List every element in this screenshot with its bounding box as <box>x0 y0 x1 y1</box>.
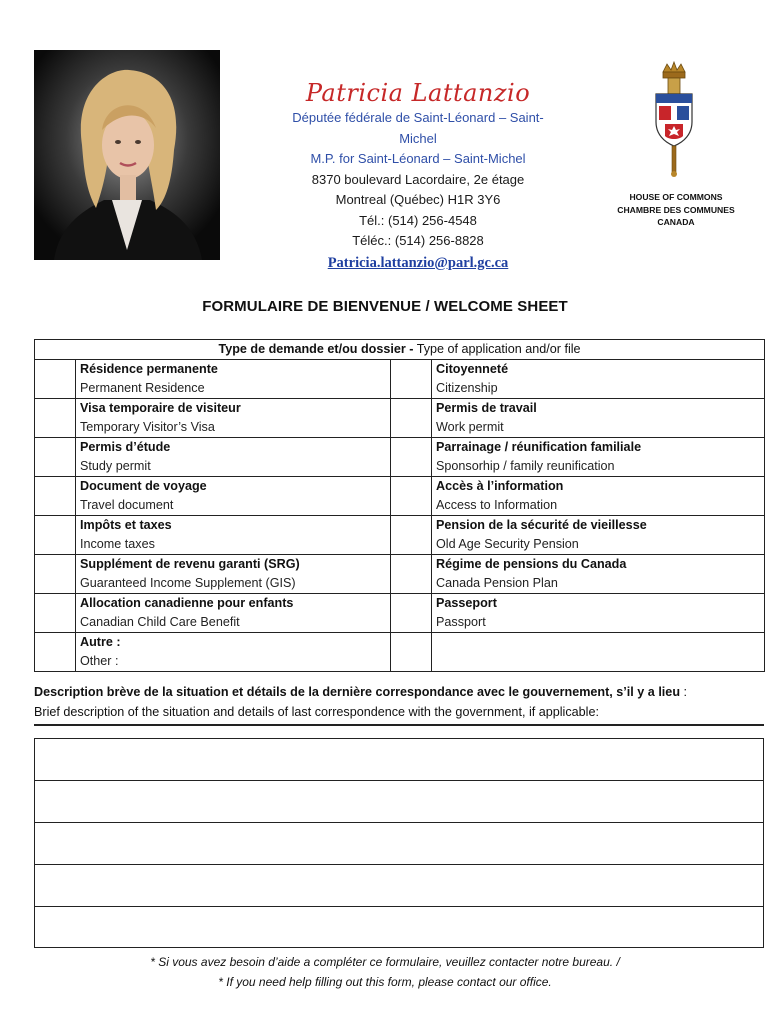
form-title: FORMULAIRE DE BIENVENUE / WELCOME SHEET <box>202 298 568 315</box>
fax-number: Téléc.: (514) 256-8828 <box>352 233 484 248</box>
checkbox-child-care-benefit[interactable] <box>35 594 76 633</box>
option-cell <box>76 438 391 477</box>
option-cell <box>432 477 765 516</box>
option-cell <box>76 360 391 399</box>
description-label-sep: : <box>680 685 688 699</box>
option-cell <box>76 594 391 633</box>
option-cell <box>76 633 391 672</box>
option-label-fr: Régime de pensions du Canada <box>436 557 627 571</box>
divider <box>34 724 764 726</box>
option-label-en: Study permit <box>80 459 151 473</box>
writing-line[interactable] <box>35 739 763 781</box>
option-label-fr: Document de voyage <box>80 479 207 493</box>
table-row <box>35 399 765 438</box>
writing-line[interactable] <box>35 907 763 948</box>
option-cell <box>432 516 765 555</box>
table-header <box>35 340 765 360</box>
option-label-en: Passport <box>436 615 486 629</box>
email-link[interactable]: Patricia.lattanzio@parl.gc.ca <box>327 254 509 271</box>
option-label-fr: Passeport <box>436 596 497 610</box>
option-label-en: Canada Pension Plan <box>436 576 558 590</box>
option-label-fr: Supplément de revenu garanti (SRG) <box>80 557 300 571</box>
option-cell <box>432 399 765 438</box>
option-cell <box>76 477 391 516</box>
mp-contact-block <box>280 78 556 274</box>
option-label-fr: Résidence permanente <box>80 362 218 376</box>
checkbox-permanent-residence[interactable] <box>35 360 76 399</box>
checkbox-sponsorship[interactable] <box>391 438 432 477</box>
option-cell <box>432 438 765 477</box>
checkbox-guaranteed-income-supplement[interactable] <box>35 555 76 594</box>
checkbox-other[interactable] <box>35 633 76 672</box>
option-label-en: Travel document <box>80 498 174 512</box>
writing-line[interactable] <box>35 823 763 865</box>
option-cell <box>76 555 391 594</box>
writing-line[interactable] <box>35 865 763 907</box>
address-line-1: 8370 boulevard Lacordaire, 2e étage <box>311 171 525 187</box>
option-label-en: Access to Information <box>436 498 558 512</box>
empty-cell <box>391 633 432 672</box>
mp-portrait-photo <box>34 50 220 260</box>
institution-label <box>604 191 748 229</box>
option-label-en: Old Age Security Pension <box>436 537 579 551</box>
checkbox-passport[interactable] <box>391 594 432 633</box>
checkbox-old-age-security[interactable] <box>391 516 432 555</box>
institution-line: HOUSE OF COMMONS <box>629 192 723 202</box>
description-instructions <box>34 682 764 722</box>
option-label-fr: Citoyenneté <box>436 362 509 376</box>
checkbox-temporary-visitor-visa[interactable] <box>35 399 76 438</box>
option-label-en: Guaranteed Income Supplement (GIS) <box>80 576 296 590</box>
description-label-fr: Description brève de la situation et détails de la dernière correspondance avec le gouvernement, s’il y a lieu <box>34 685 681 699</box>
option-label-fr: Pension de la sécurité de vieillesse <box>436 518 647 532</box>
option-cell <box>76 516 391 555</box>
house-of-commons-crest-icon <box>646 60 702 178</box>
option-label-fr: Visa temporaire de visiteur <box>80 401 241 415</box>
table-row <box>35 594 765 633</box>
checkbox-canada-pension-plan[interactable] <box>391 555 432 594</box>
option-label-fr: Allocation canadienne pour enfants <box>80 596 294 610</box>
option-cell <box>432 360 765 399</box>
checkbox-travel-document[interactable] <box>35 477 76 516</box>
option-cell <box>432 555 765 594</box>
riding-en: M.P. for Saint-Léonard – Saint-Michel <box>310 151 526 166</box>
institution-line: CHAMBRE DES COMMUNES <box>617 204 735 215</box>
writing-line[interactable] <box>35 781 763 823</box>
other-label-fr: Autre : <box>80 635 121 649</box>
application-type-table <box>34 339 765 672</box>
table-header-row <box>35 340 765 360</box>
table-row <box>35 516 765 555</box>
option-label-en: Citizenship <box>436 381 498 395</box>
option-label-en: Permanent Residence <box>80 381 205 395</box>
option-label-en: Canadian Child Care Benefit <box>80 615 240 629</box>
description-label-en: Brief description of the situation and details of last correspondence with the government, if applicable: <box>34 705 599 719</box>
footer-line-fr: * Si vous avez besoin d’aide a compléter ce formulaire, veuillez contacter notre bureau. / <box>150 955 620 969</box>
option-label-fr: Accès à l’information <box>436 479 564 493</box>
option-cell <box>432 594 765 633</box>
option-cell <box>76 399 391 438</box>
option-label-fr: Parrainage / réunification familiale <box>436 440 642 454</box>
checkbox-income-taxes[interactable] <box>35 516 76 555</box>
option-label-en: Sponsorhip / family reunification <box>436 459 615 473</box>
empty-cell <box>432 633 765 672</box>
option-label-en: Work permit <box>436 420 504 434</box>
description-writing-box[interactable] <box>34 738 764 948</box>
checkbox-access-to-information[interactable] <box>391 477 432 516</box>
portrait-illustration <box>34 50 220 260</box>
option-label-fr: Impôts et taxes <box>80 518 172 532</box>
option-label-en: Income taxes <box>80 537 155 551</box>
table-row <box>35 438 765 477</box>
table-row <box>35 477 765 516</box>
checkbox-study-permit[interactable] <box>35 438 76 477</box>
address-line-2: Montreal (Québec) H1R 3Y6 <box>335 192 501 207</box>
other-label-en: Other : <box>80 654 119 668</box>
option-label-fr: Permis de travail <box>436 401 537 415</box>
table-row <box>35 555 765 594</box>
riding-fr: Députée fédérale de Saint-Léonard – Saint-Michel <box>292 110 544 146</box>
table-row <box>35 360 765 399</box>
institution-line: CANADA <box>657 217 695 228</box>
phone-number: Tél.: (514) 256-4548 <box>359 212 477 228</box>
help-footer <box>0 952 770 992</box>
table-row <box>35 633 765 672</box>
footer-line-en: * If you need help filling out this form, please contact our office. <box>218 975 552 989</box>
table-header-en: Type of application and/or file <box>413 342 581 356</box>
option-label-fr: Permis d’étude <box>80 440 171 454</box>
checkbox-work-permit[interactable] <box>391 399 432 438</box>
mp-name: Patricia Lattanzio <box>305 79 531 107</box>
table-header-fr: Type de demande et/ou dossier - <box>218 342 414 356</box>
checkbox-citizenship[interactable] <box>391 360 432 399</box>
option-label-en: Temporary Visitor’s Visa <box>80 420 215 434</box>
